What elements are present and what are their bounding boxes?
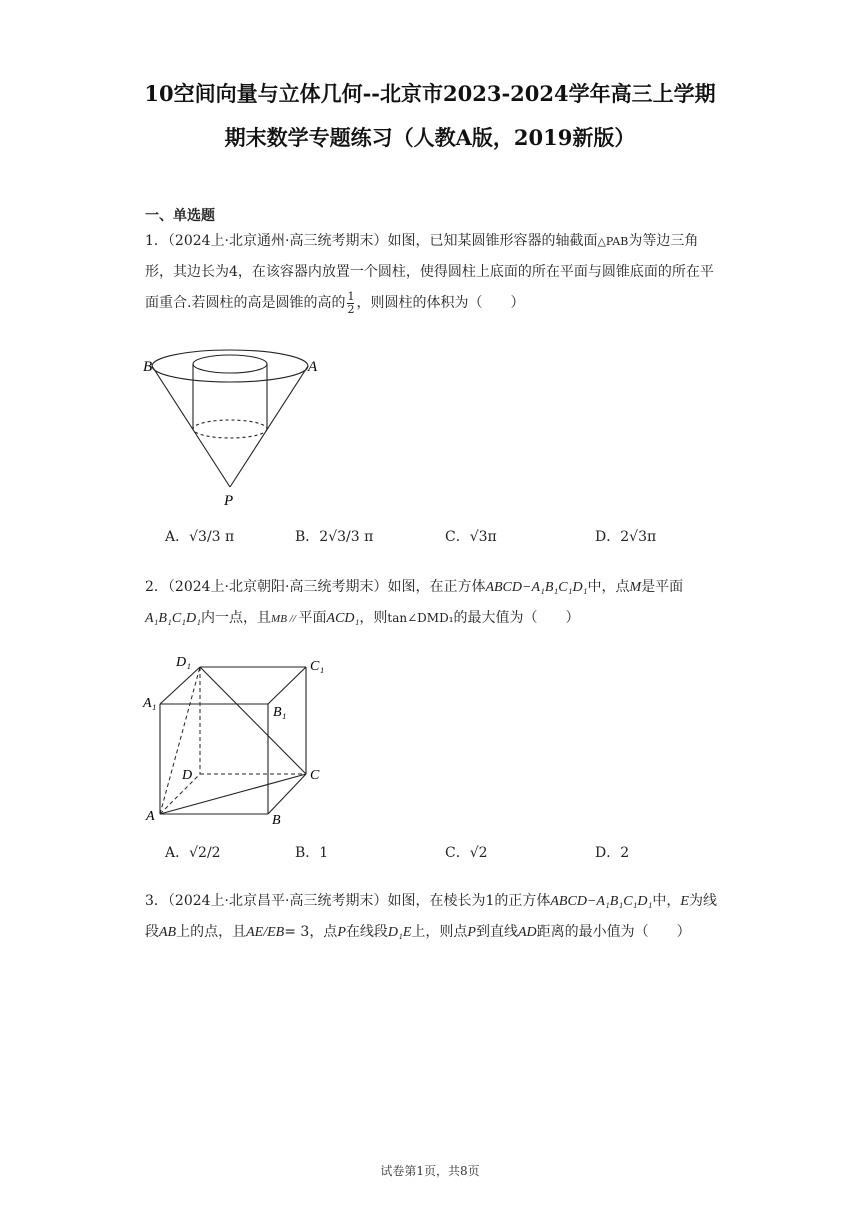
label-A1: A₁ [143,696,157,711]
page-footer: 试卷第1页，共8页 [380,1164,480,1178]
option-A[interactable]: A．√2/2 [165,845,221,861]
question-2-options [165,842,725,868]
question-text: ，则圆柱的体积为（ ） [356,295,525,311]
option-B[interactable]: B．1 [295,845,329,861]
cone-edge-right [230,366,308,487]
cone-edge-left [152,366,230,487]
label-D1: D₁ [176,655,191,670]
label-A: A [146,809,155,824]
label-A: A [308,359,318,375]
label-C1: C₁ [310,659,325,674]
question-source: （2024上·北京昌平·高三统考期末） [167,893,388,909]
cube-label: ABCD−A₁B₁C₁D₁ [485,580,588,595]
question-number: 3． [145,893,168,909]
option-D[interactable]: D．2√3π [595,529,657,545]
cylinder-bottom-ellipse [193,420,267,438]
title-line-1: 10空间向量与立体几何--北京市2023-2024学年高三上学期 [144,81,716,106]
question-source: （2024上·北京朝阳·高三统考期末） [167,579,388,595]
cylinder-top-ellipse [193,355,267,373]
option-C[interactable]: C．√3π [445,529,497,545]
label-B1: B₁ [273,705,287,720]
question-2-text: 2．（2024上·北京朝阳·高三统考期末）如图，在正方体ABCD−A₁B₁C₁D₁中，点M是平面A₁B₁C₁D₁内一点，且MB // 平面ACD₁，则tan∠DMD₁的最大值为（ ） [145,579,684,626]
cone-cylinder-figure [140,340,330,515]
question-text: 为等边三角形，其边长为4，在该容器内放置一个圆柱，使得圆柱上底面的所在平面与圆锥底面的所在平面重合.若圆柱的高是圆锥的高的 [145,233,714,311]
question-1-text [145,226,720,319]
option-D[interactable]: D．2 [595,845,630,861]
option-C[interactable]: C．√2 [445,845,488,861]
label-C: C [310,768,320,783]
ratio-fraction: AE/EB [246,925,285,940]
label-B: B [272,813,281,828]
question-source: （2024上·北京通州·高三统考期末） [167,233,388,249]
cube-figure [140,652,340,830]
label-P: P [224,493,234,509]
label-D: D [182,768,193,783]
label-B: B [143,359,153,375]
fraction-half: $\frac{1}{2}$ [347,289,355,316]
option-A[interactable]: A．√3/3 π [165,529,235,545]
section-heading: 一、单选题 [145,208,215,224]
question-number: 2． [145,579,168,595]
question-3-text: 3．（2024上·北京昌平·高三统考期末）如图，在棱长为1的正方体ABCD−A₁B₁C₁D₁中，E为线段AB上的点，且AE/EB= 3，点P在线段D₁E上，则点P到直线AD距离的最小值为（ ） [145,893,717,940]
question-number: 1． [145,233,168,249]
triangle-label: △PAB [597,235,629,248]
question-1-options [165,526,725,552]
cube-label: ABCD−A₁B₁C₁D₁ [550,894,653,909]
question-text: 如图，已知某圆锥形容器的轴截面 [387,233,598,249]
title-line-2: 期末数学专题练习（人教A版，2019新版） [224,125,636,150]
option-B[interactable]: B．2√3/3 π [295,529,374,545]
